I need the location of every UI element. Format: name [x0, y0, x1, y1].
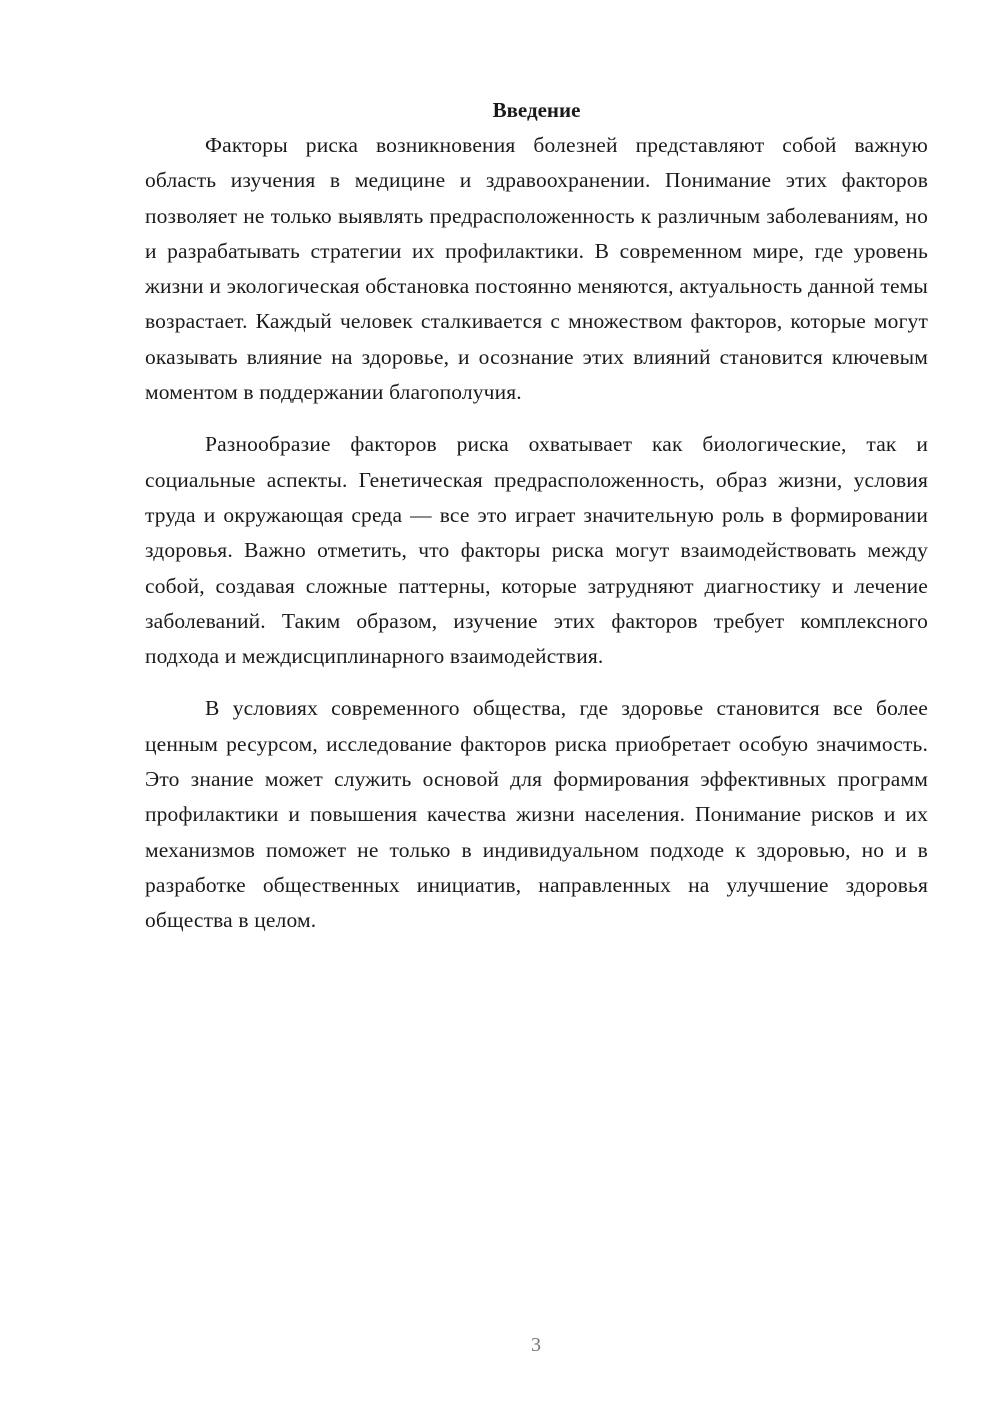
document-page [145, 92, 928, 956]
page-number: 3 [531, 1334, 541, 1356]
section-heading: Введение [492, 98, 581, 122]
paragraph-1: Факторы риска возникновения болезней представляют собой важную область изучения в медицине и здравоохранении. Понимание этих факторов позволяет не только выявлять предрасположенность к различным заболеваниям, но и разрабатывать стратегии их профилактики. В современном мире, где уровень жизни и экологическая обстановка постоянно меняются, актуальность данной темы возрастает. Каждый человек сталкивается с множеством факторов, которые могут оказывать влияние на здоровье, и осознание этих влияний становится ключевым моментом в поддержании благополучия. [145, 133, 928, 405]
paragraph-3: В условиях современного общества, где здоровье становится все более ценным ресурсом, исследование факторов риска приобретает особую значимость. Это знание может служить основой для формирования эффективных программ профилактики и повышения качества жизни населения. Понимание рисков и их механизмов поможет не только в индивидуальном подходе к здоровью, но и в разработке общественных инициатив, направленных на улучшение здоровья общества в целом. [145, 696, 928, 933]
paragraph-2: Разнообразие факторов риска охватывает как биологические, так и социальные аспекты. Генетическая предрасположенность, образ жизни, условия труда и окружающая среда — все это играет значительную роль в формировании здоровья. Важно отметить, что факторы риска могут взаимодействовать между собой, создавая сложные паттерны, которые затрудняют диагностику и лечение заболеваний. Таким образом, изучение этих факторов требует комплексного подхода и междисциплинарного взаимодействия. [145, 432, 928, 669]
